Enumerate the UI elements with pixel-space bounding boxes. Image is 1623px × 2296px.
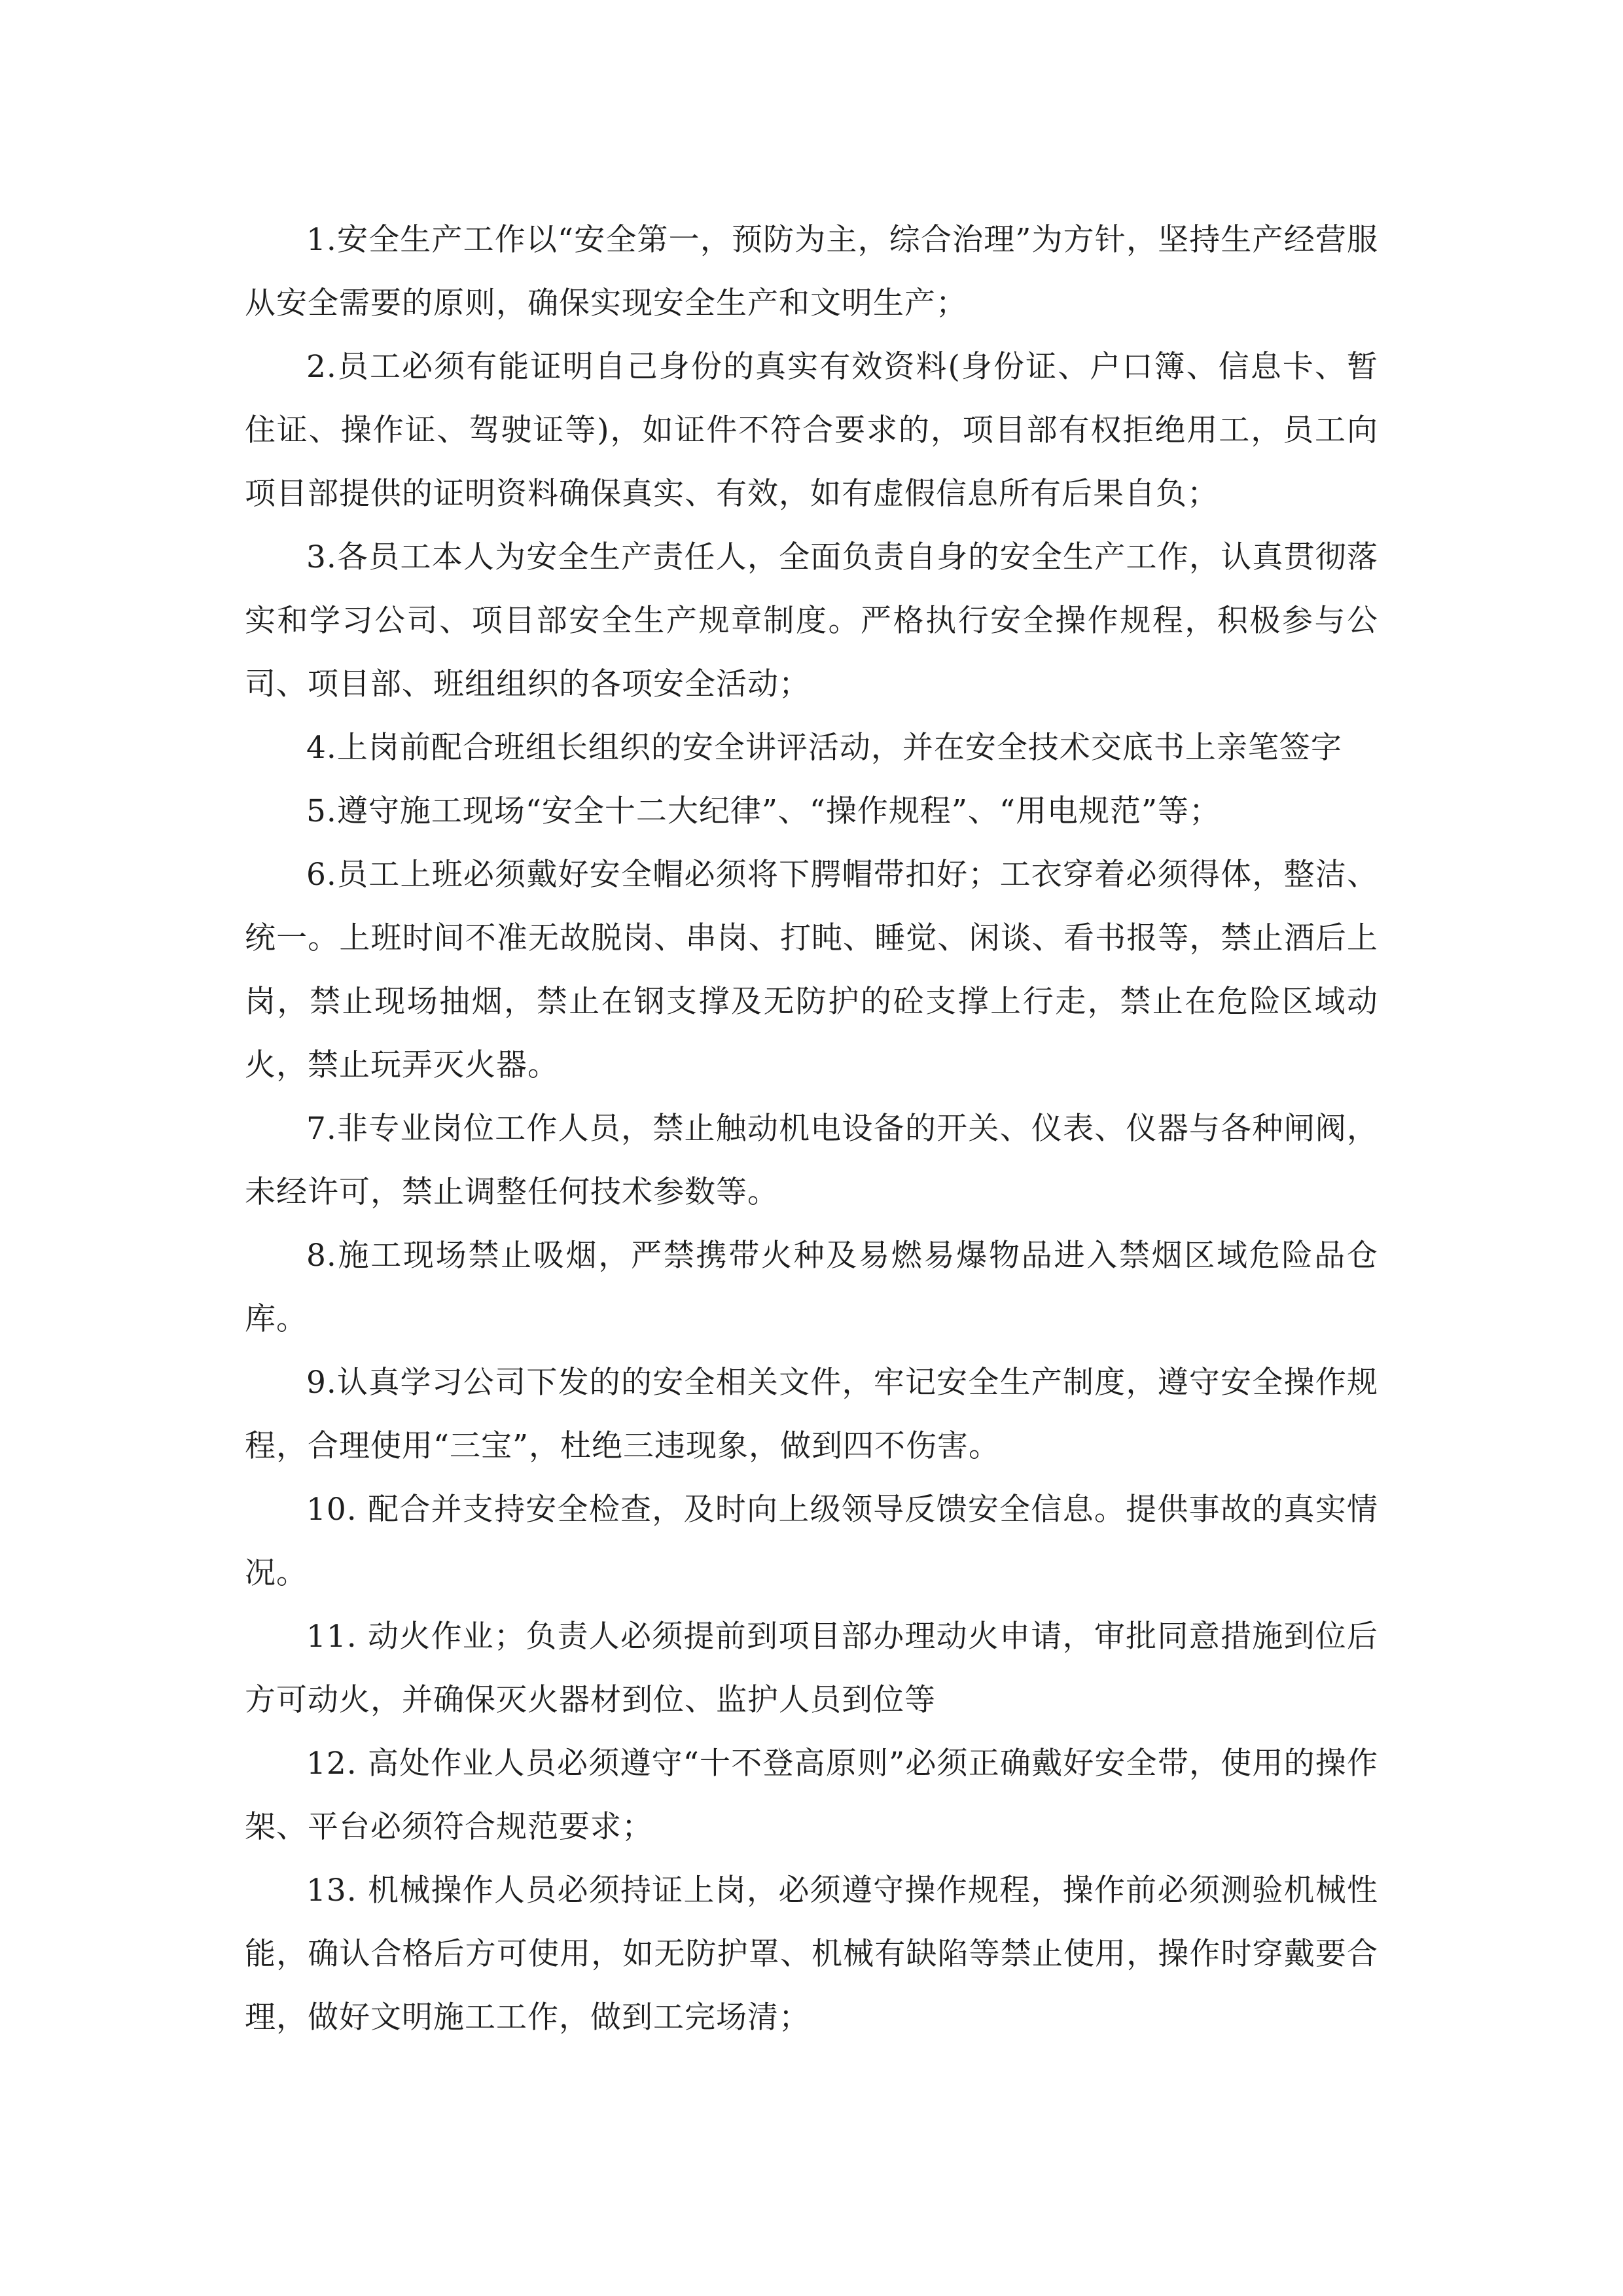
rule-paragraph-8: 8.施工现场禁止吸烟，严禁携带火种及易燃易爆物品进入禁烟区域危险品仓库。 — [245, 1238, 1378, 1337]
rule-paragraph-4: 4.上岗前配合班组长组织的安全讲评活动，并在安全技术交底书上亲笔签字 — [306, 730, 1342, 766]
rule-paragraph-13: 13. 机械操作人员必须持证上岗，必须遵守操作规程，操作前必须测验机械性能，确认合格后方可使用，如无防护罩、机械有缺陷等禁止使用，操作时穿戴要合理，做好文明施工工作，做到工完场清； — [245, 1873, 1378, 2036]
rule-paragraph-9: 9.认真学习公司下发的的安全相关文件，牢记安全生产制度，遵守安全操作规程，合理使用“三宝”，杜绝三违现象，做到四不伤害。 — [245, 1365, 1378, 1464]
rule-paragraph-2: 2.员工必须有能证明自己身份的真实有效资料(身份证、户口簿、信息卡、暂住证、操作证、驾驶证等)，如证件不符合要求的，项目部有权拒绝用工，员工向项目部提供的证明资料确保真实、有效，如有虚假信息所有后果自负； — [245, 349, 1378, 512]
document-body — [245, 208, 1378, 2049]
rule-paragraph-3: 3.各员工本人为安全生产责任人，全面负责自身的安全生产工作，认真贯彻落实和学习公司、项目部安全生产规章制度。严格执行安全操作规程，积极参与公司、项目部、班组组织的各项安全活动； — [245, 539, 1378, 702]
rule-paragraph-7: 7.非专业岗位工作人员，禁止触动机电设备的开关、仪表、仪器与各种闸阀，未经许可，禁止调整任何技术参数等。 — [245, 1111, 1378, 1210]
rule-paragraph-11: 11. 动火作业；负责人必须提前到项目部办理动火申请，审批同意措施到位后方可动火，并确保灭火器材到位、监护人员到位等 — [245, 1619, 1378, 1718]
rule-paragraph-6: 6.员工上班必须戴好安全帽必须将下腭帽带扣好；工衣穿着必须得体，整洁、统一。上班时间不准无故脱岗、串岗、打盹、睡觉、闲谈、看书报等，禁止酒后上岗，禁止现场抽烟，禁止在钢支撑及无防护的砼支撑上行走，禁止在危险区域动火，禁止玩弄灭火器。 — [245, 857, 1378, 1083]
rule-paragraph-10: 10. 配合并支持安全检查，及时向上级领导反馈安全信息。提供事故的真实情况。 — [245, 1492, 1378, 1591]
rule-paragraph-5: 5.遵守施工现场“安全十二大纪律”、“操作规程”、“用电规范”等； — [306, 793, 1221, 829]
rule-paragraph-12: 12. 高处作业人员必须遵守“十不登高原则”必须正确戴好安全带，使用的操作架、平台必须符合规范要求； — [245, 1746, 1378, 1845]
rule-paragraph-1: 1.安全生产工作以“安全第一，预防为主，综合治理”为方针，坚持生产经营服从安全需要的原则，确保实现安全生产和文明生产； — [245, 222, 1378, 321]
